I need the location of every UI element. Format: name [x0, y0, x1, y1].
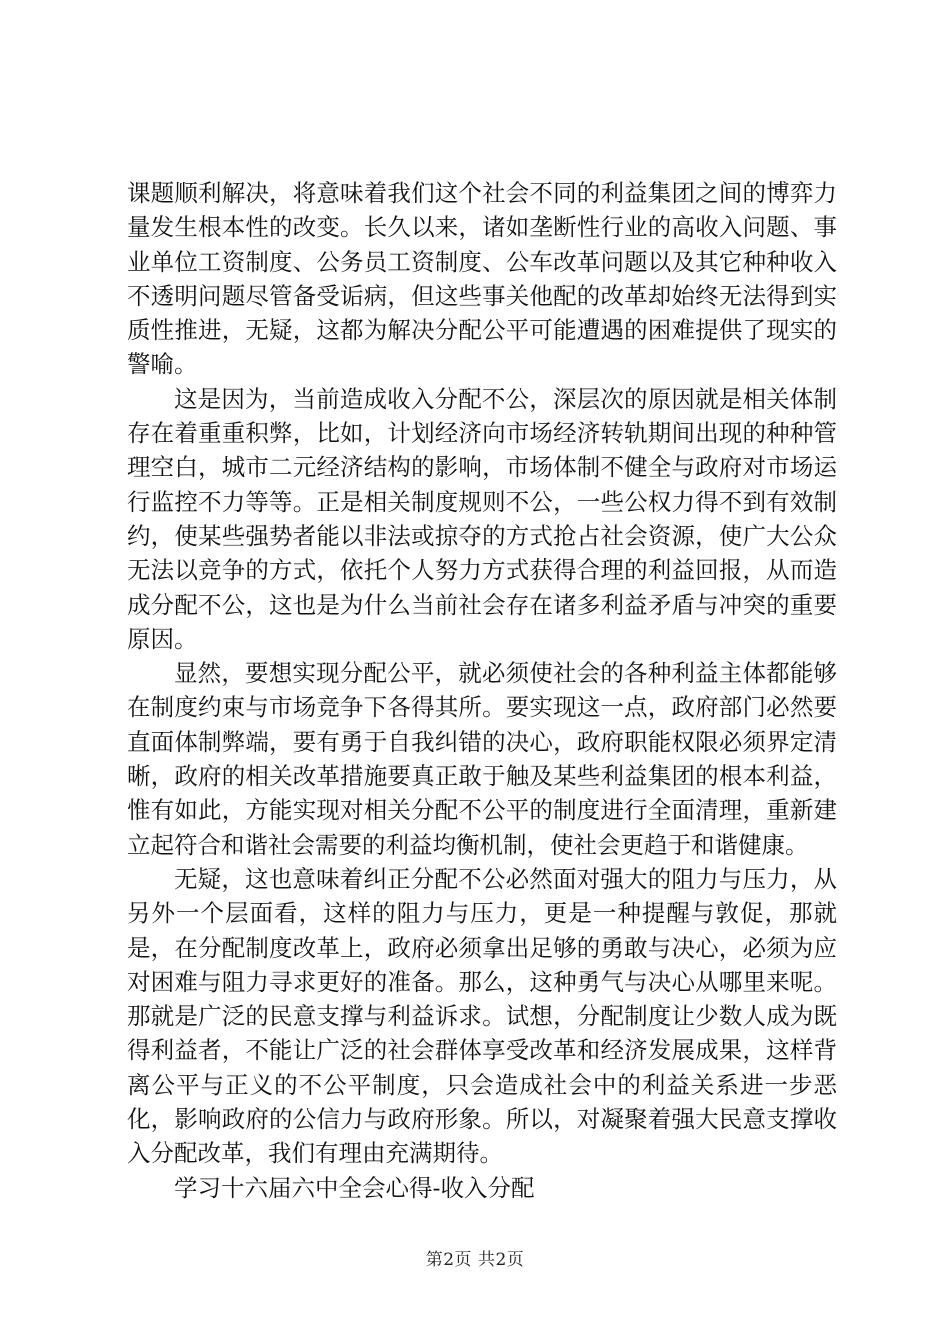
paragraph-4: 无疑，这也意味着纠正分配不公必然面对强大的阻力与压力，从另外一个层面看，这样的阻力与压力，更是一种提醒与敦促，那就是，在分配制度改革上，政府必须拿出足够的勇敢与决心，必须为应对困难与阻力寻求更好的准备。那么，这种勇气与决心从哪里来呢。那就是广泛的民意支撑与利益诉求。试想，分配制度让少数人成为既得利益者，不能让广泛的社会群体享受改革和经济发展成果，这样背离公平与正义的不公平制度，只会造成社会中的利益关系进一步恶化，影响政府的公信力与政府形象。所以，对凝聚着强大民意支撑收入分配改革，我们有理由充满期待。	[127, 864, 837, 1168]
paragraph-5-closing-title: 学习十六届六中全会心得-收入分配	[174, 1173, 535, 1202]
paragraph-1: 课题顺利解决，将意味着我们这个社会不同的利益集团之间的博弈力量发生根本性的改变。长久以来，诸如垄断性行业的高收入问题、事业单位工资制度、公务员工资制度、公车改革问题以及其它种种收入不透明问题尽管备受诟病，但这些事关他配的改革却始终无法得到实质性推进，无疑，这都为解决分配公平可能遭遇的困难提供了现实的警喻。	[127, 179, 837, 379]
paragraph-2: 这是因为，当前造成收入分配不公，深层次的原因就是相关体制存在着重重积弊，比如，计划经济向市场经济转轨期间出现的种种管理空白，城市二元经济结构的影响，市场体制不健全与政府对市场运行监控不力等等。正是相关制度规则不公，一些公权力得不到有效制约，使某些强势者能以非法或掠夺的方式抢占社会资源，使广大公众无法以竞争的方式，依托个人努力方式获得合理的利益回报，从而造成分配不公，这也是为什么当前社会存在诸多利益矛盾与冲突的重要原因。	[127, 384, 837, 653]
page-number-footer: 第2页 共2页	[425, 1250, 525, 1270]
paragraph-3: 显然，要想实现分配公平，就必须使社会的各种利益主体都能够在制度约束与市场竞争下各得其所。要实现这一点，政府部门必然要直面体制弊端，要有勇于自我纠错的决心，政府职能权限必须界定清晰，政府的相关改革措施要真正敢于触及某些利益集团的根本利益，惟有如此，方能实现对相关分配不公平的制度进行全面清理，重新建立起符合和谐社会需要的利益均衡机制，使社会更趋于和谐健康。	[127, 659, 837, 859]
document-body	[127, 176, 837, 1205]
